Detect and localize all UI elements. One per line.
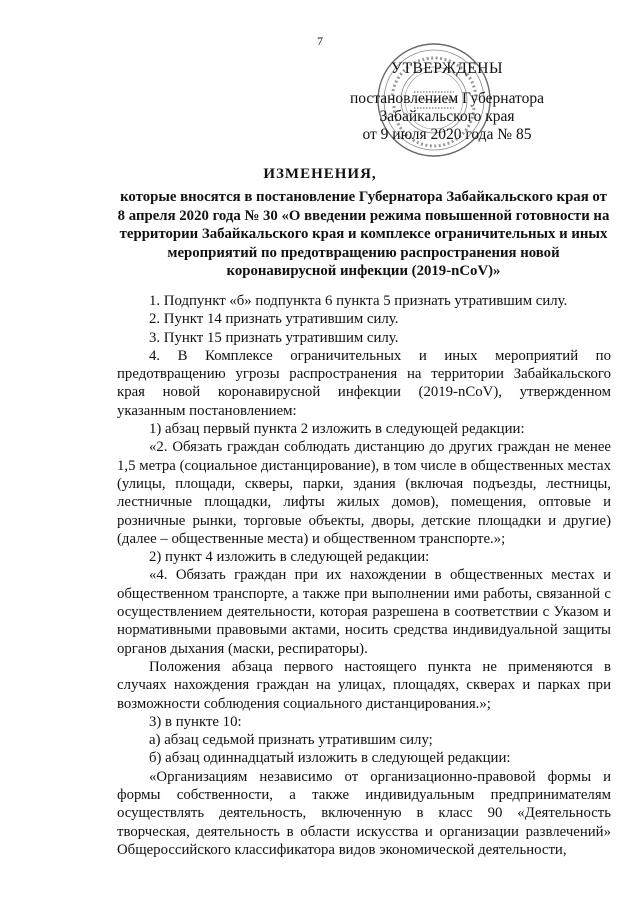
paragraph: 1) абзац первый пункта 2 изложить в следующей редакции: — [149, 421, 525, 438]
paragraph: 3. Пункт 15 признать утратившим силу. — [149, 329, 399, 346]
paragraph: «Организациям независимо от организационно-правовой формы и формы собственности, а также индивидуальным предпринимателям осуществлять деятельность, включенную в класс 90 «Деятельность творческая, деятельность в области искусства и организации развлечений» Общероссийского классификатора видов экономической деятельности, — [117, 768, 611, 858]
page-number: 7 — [317, 34, 323, 48]
approved-line-2: Забайкальского края — [379, 108, 515, 125]
paragraph: 4. В Комплексе ограничительных и иных мероприятий по предотвращению угрозы распространения на территории Забайкальского края новой коронавирусной инфекции (2019-nCoV), утвержденном указанным постановлением: — [117, 347, 611, 419]
paragraph: 2. Пункт 14 признать утратившим силу. — [149, 311, 399, 328]
approved-heading: УТВЕРЖДЕНЫ — [391, 60, 503, 77]
paragraph: «4. Обязать граждан при их нахождении в общественных местах и общественном транспорте, а также при выполнении ими работы, связанной с осуществлением деятельности, которая разрешена в соответствии с Указом и нормативными правовыми актами, носить средства индивидуальной защиты органов дыхания (маски, респираторы). — [117, 567, 611, 657]
approved-line-3: от 9 июля 2020 года № 85 — [362, 126, 532, 143]
approved-line-1: постановлением Губернатора — [349, 90, 544, 107]
paragraph: б) абзац одиннадцатый изложить в следующей редакции: — [149, 750, 511, 767]
document-body — [117, 292, 611, 859]
paragraph: а) абзац седьмой признать утратившим силу; — [149, 732, 433, 749]
paragraph: 2) пункт 4 изложить в следующей редакции: — [149, 549, 430, 566]
document-title: ИЗМЕНЕНИЯ, — [263, 166, 377, 182]
document-subtitle: которые вносятся в постановление Губернатора Забайкальского края от 8 апреля 2020 года № 30 «О введении режима повышенной готовности на территории Забайкальского края и комплексе ограничительных и иных мероприятий по предотвращению распространения новой коронавирусной инфекции (2019-nCoV)» — [117, 189, 610, 279]
paragraph: «2. Обязать граждан соблюдать дистанцию до других граждан не менее 1,5 метра (социальное дистанцирование), в том числе в общественных местах (улицы, площади, скверы, парки, здания (включая подъезды, лестницы, лестничные площадки, лифты жилых домов), помещения, оптовые и розничные рынки, торговые объекты, дворы, детские площадки и другие) (далее – общественные места) и общественном транспорте.»; — [117, 439, 611, 547]
approval-block — [350, 60, 544, 144]
paragraph: 1. Подпункт «б» подпункта 6 пункта 5 признать утратившим силу. — [149, 293, 568, 309]
paragraph: 3) в пункте 10: — [149, 713, 242, 730]
paragraph: Положения абзаца первого настоящего пункта не применяются в случаях нахождения граждан на улицах, площадях, скверах и парках при возможности соблюдения социального дистанцирования.»; — [117, 658, 611, 712]
